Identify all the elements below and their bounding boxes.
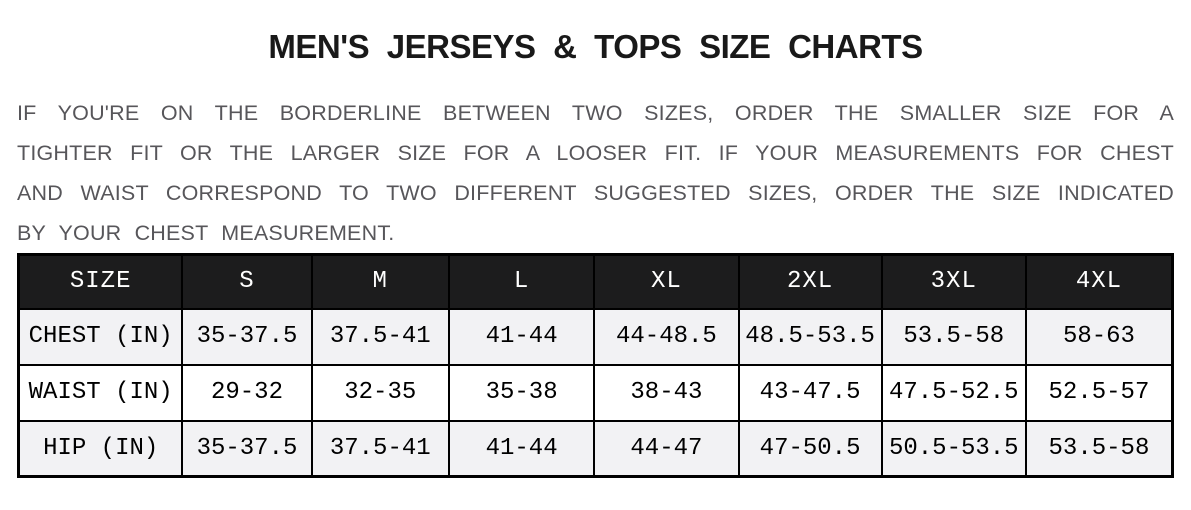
row-label: WAIST (IN) — [19, 365, 183, 421]
size-value-cell: 44-48.5 — [594, 309, 738, 365]
size-column-header: 3XL — [882, 255, 1026, 309]
size-value-cell: 38-43 — [594, 365, 738, 421]
size-value-cell: 35-37.5 — [182, 421, 311, 477]
size-value-cell: 58-63 — [1026, 309, 1173, 365]
size-value-cell: 29-32 — [182, 365, 311, 421]
size-value-cell: 52.5-57 — [1026, 365, 1173, 421]
size-value-cell: 35-38 — [449, 365, 594, 421]
row-label: HIP (IN) — [19, 421, 183, 477]
size-value-cell: 41-44 — [449, 309, 594, 365]
intro-line: IF YOU'RE ON THE BORDERLINE BETWEEN TWO SIZES, ORDER THE SMALLER SIZE FOR A — [17, 101, 1174, 125]
table-row-hip — [19, 421, 1173, 477]
size-chart-table — [17, 253, 1174, 478]
size-value-cell: 53.5-58 — [882, 309, 1026, 365]
size-value-cell: 43-47.5 — [739, 365, 882, 421]
table-row-chest — [19, 309, 1173, 365]
size-column-header: L — [449, 255, 594, 309]
size-column-header: SIZE — [19, 255, 183, 309]
size-value-cell: 50.5-53.5 — [882, 421, 1026, 477]
size-value-cell: 35-37.5 — [182, 309, 311, 365]
size-column-header: M — [312, 255, 449, 309]
table-header-row — [19, 255, 1173, 309]
size-column-header: XL — [594, 255, 738, 309]
intro-line: TIGHTER FIT OR THE LARGER SIZE FOR A LOOSER FIT. IF YOUR MEASUREMENTS FOR CHEST — [17, 141, 1174, 165]
page-title: MEN'S JERSEYS & TOPS SIZE CHARTS — [268, 28, 923, 65]
size-value-cell: 37.5-41 — [312, 421, 449, 477]
size-value-cell: 32-35 — [312, 365, 449, 421]
size-column-header: 2XL — [739, 255, 882, 309]
intro-line: BY YOUR CHEST MEASUREMENT. — [17, 221, 395, 245]
size-value-cell: 47.5-52.5 — [882, 365, 1026, 421]
row-label: CHEST (IN) — [19, 309, 183, 365]
intro-line: AND WAIST CORRESPOND TO TWO DIFFERENT SUGGESTED SIZES, ORDER THE SIZE INDICATED — [17, 181, 1174, 205]
size-value-cell: 44-47 — [594, 421, 738, 477]
size-value-cell: 53.5-58 — [1026, 421, 1173, 477]
intro-paragraph — [17, 93, 1174, 253]
size-column-header: 4XL — [1026, 255, 1173, 309]
size-value-cell: 41-44 — [449, 421, 594, 477]
size-value-cell: 48.5-53.5 — [739, 309, 882, 365]
size-value-cell: 47-50.5 — [739, 421, 882, 477]
size-column-header: S — [182, 255, 311, 309]
table-row-waist — [19, 365, 1173, 421]
size-value-cell: 37.5-41 — [312, 309, 449, 365]
